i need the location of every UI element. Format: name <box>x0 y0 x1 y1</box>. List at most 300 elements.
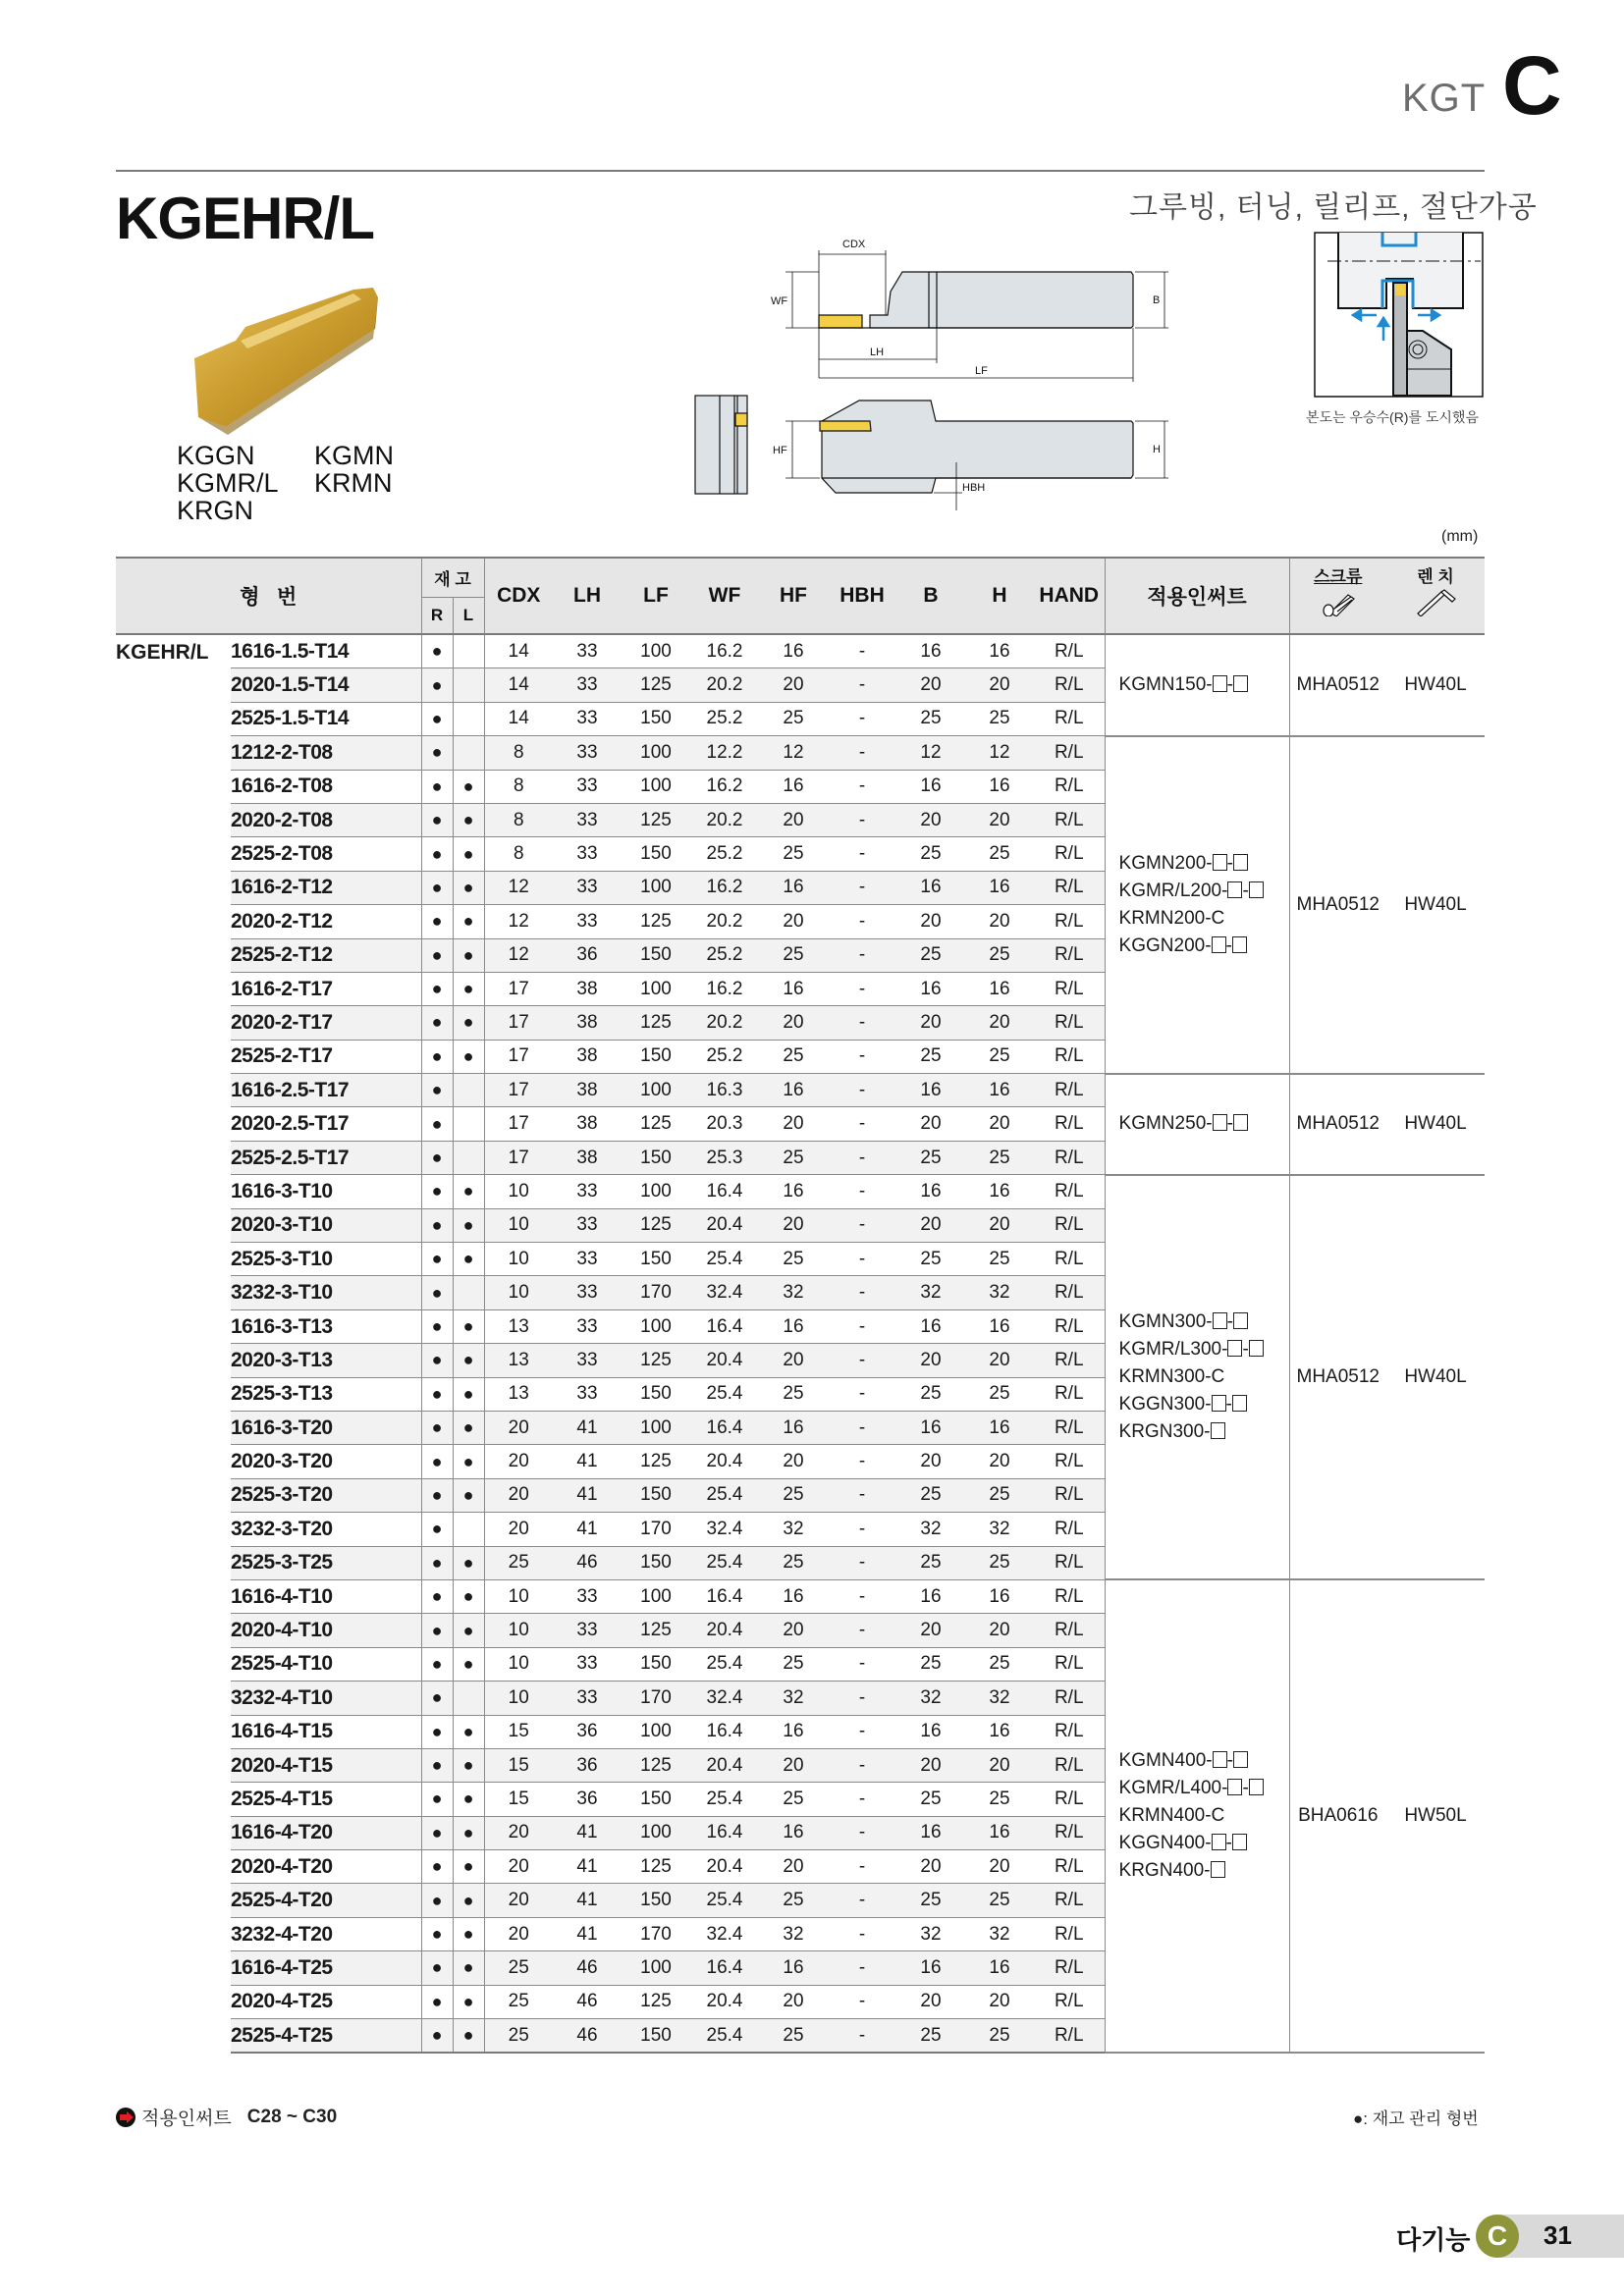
cell-hbh: - <box>828 1985 896 2018</box>
cell-b: 32 <box>896 1682 965 1715</box>
insert-code: KRMN300-C <box>1118 1366 1225 1388</box>
cell-b: 20 <box>896 1107 965 1141</box>
cell-wf: 20.2 <box>690 668 759 702</box>
cell-wf: 20.4 <box>690 1748 759 1782</box>
stock-l: ● <box>453 837 484 871</box>
cell-cdx: 10 <box>484 1276 553 1309</box>
cell-lf: 125 <box>622 803 690 836</box>
cell-h: 20 <box>965 1445 1034 1478</box>
cell-hbh: - <box>828 1614 896 1647</box>
model-number: 2020-4-T15 <box>231 1748 421 1782</box>
cell-h: 12 <box>965 736 1034 770</box>
cell-hand: R/L <box>1034 1006 1105 1040</box>
table-row <box>116 736 1485 770</box>
svg-text:B: B <box>1153 294 1161 306</box>
insert-type-list <box>177 441 394 530</box>
cell-lf: 125 <box>622 1985 690 2018</box>
cell-wf: 20.3 <box>690 1107 759 1141</box>
header-model: 형 번 <box>116 558 421 634</box>
stock-r: ● <box>421 1884 453 1917</box>
stock-r: ● <box>421 1917 453 1950</box>
cell-h: 16 <box>965 972 1034 1005</box>
cell-hbh: - <box>828 1243 896 1276</box>
applicable-inserts <box>1105 1175 1289 1580</box>
insert-type: KRGN <box>177 496 254 525</box>
cell-h: 32 <box>965 1917 1034 1950</box>
stock-r: ● <box>421 1175 453 1208</box>
cell-hand: R/L <box>1034 1884 1105 1917</box>
cell-h: 25 <box>965 837 1034 871</box>
cell-hbh: - <box>828 1546 896 1579</box>
cell-cdx: 8 <box>484 837 553 871</box>
svg-text:WF: WF <box>771 295 788 307</box>
cell-b: 32 <box>896 1276 965 1309</box>
stock-r: ● <box>421 1816 453 1849</box>
cell-cdx: 13 <box>484 1344 553 1377</box>
cell-hand: R/L <box>1034 1478 1105 1512</box>
cell-cdx: 25 <box>484 2019 553 2054</box>
cell-hf: 25 <box>759 2019 828 2054</box>
cell-b: 16 <box>896 1579 965 1613</box>
cell-b: 32 <box>896 1513 965 1546</box>
wrench-code: HW50L <box>1386 1579 1485 2053</box>
page-subtitle: 그루빙, 터닝, 릴리프, 절단가공 <box>1129 191 1538 224</box>
stock-l: ● <box>453 1579 484 1613</box>
header-stock-l: L <box>453 597 484 634</box>
model-number: 1616-4-T10 <box>231 1579 421 1613</box>
unit-label: (mm) <box>1441 528 1479 545</box>
cell-hf: 12 <box>759 736 828 770</box>
cell-h: 16 <box>965 634 1034 668</box>
cell-lf: 125 <box>622 1850 690 1884</box>
cell-hf: 16 <box>759 1175 828 1208</box>
cell-wf: 12.2 <box>690 736 759 770</box>
cell-cdx: 25 <box>484 1951 553 1985</box>
cell-hf: 16 <box>759 1411 828 1444</box>
stock-l: ● <box>453 770 484 803</box>
stock-r: ● <box>421 702 453 735</box>
cell-hbh: - <box>828 1074 896 1107</box>
stock-r: ● <box>421 972 453 1005</box>
cell-hf: 20 <box>759 1748 828 1782</box>
cell-b: 20 <box>896 1344 965 1377</box>
cell-wf: 25.4 <box>690 1478 759 1512</box>
cell-hf: 32 <box>759 1917 828 1950</box>
cell-hbh: - <box>828 1513 896 1546</box>
cell-b: 16 <box>896 1715 965 1748</box>
cell-hbh: - <box>828 1748 896 1782</box>
screw-code: MHA0512 <box>1289 1074 1386 1175</box>
cell-b: 20 <box>896 1748 965 1782</box>
cell-hand: R/L <box>1034 972 1105 1005</box>
cell-hand: R/L <box>1034 1377 1105 1411</box>
cell-hf: 20 <box>759 803 828 836</box>
cell-lh: 38 <box>553 972 622 1005</box>
insert-code: KRGN400- <box>1119 1857 1289 1885</box>
cell-lf: 150 <box>622 1040 690 1073</box>
cell-lh: 36 <box>553 1715 622 1748</box>
cell-hbh: - <box>828 1006 896 1040</box>
stock-l: ● <box>453 1748 484 1782</box>
cell-cdx: 20 <box>484 1884 553 1917</box>
model-number: 2020-2-T08 <box>231 803 421 836</box>
model-number: 2020-2-T17 <box>231 1006 421 1040</box>
spec-table-body <box>116 634 1485 2053</box>
cell-hbh: - <box>828 972 896 1005</box>
cell-cdx: 8 <box>484 736 553 770</box>
cell-lf: 170 <box>622 1513 690 1546</box>
stock-l: ● <box>453 938 484 972</box>
stock-r: ● <box>421 1243 453 1276</box>
cell-h: 25 <box>965 702 1034 735</box>
stock-r: ● <box>421 1344 453 1377</box>
cell-lh: 38 <box>553 1006 622 1040</box>
model-number: 2020-2.5-T17 <box>231 1107 421 1141</box>
stock-l: ● <box>453 1917 484 1950</box>
cell-lh: 46 <box>553 1546 622 1579</box>
cell-lf: 125 <box>622 1006 690 1040</box>
cell-h: 25 <box>965 1884 1034 1917</box>
stock-l: ● <box>453 1175 484 1208</box>
cell-lh: 38 <box>553 1074 622 1107</box>
cell-lf: 100 <box>622 871 690 904</box>
stock-r: ● <box>421 736 453 770</box>
cell-hbh: - <box>828 1682 896 1715</box>
table-row <box>116 1175 1485 1208</box>
stock-r: ● <box>421 1783 453 1816</box>
cell-lh: 33 <box>553 770 622 803</box>
cell-b: 20 <box>896 1208 965 1242</box>
stock-l: ● <box>453 803 484 836</box>
stock-l: ● <box>453 1377 484 1411</box>
model-number: 1616-4-T15 <box>231 1715 421 1748</box>
cell-hbh: - <box>828 1309 896 1343</box>
cell-hand: R/L <box>1034 1175 1105 1208</box>
cell-hand: R/L <box>1034 1985 1105 2018</box>
stock-l <box>453 1513 484 1546</box>
cell-hand: R/L <box>1034 1276 1105 1309</box>
cell-b: 25 <box>896 938 965 972</box>
model-number: 3232-3-T10 <box>231 1276 421 1309</box>
cell-h: 25 <box>965 1243 1034 1276</box>
model-number: 2020-4-T10 <box>231 1614 421 1647</box>
cell-wf: 20.2 <box>690 1006 759 1040</box>
header-stock-r: R <box>421 597 453 634</box>
cell-lf: 150 <box>622 1377 690 1411</box>
header-hand: HAND <box>1034 558 1105 634</box>
cell-cdx: 10 <box>484 1175 553 1208</box>
cell-b: 16 <box>896 1309 965 1343</box>
cell-lf: 125 <box>622 905 690 938</box>
header-divider <box>116 170 1485 172</box>
insert-code: KRMN400-C <box>1118 1805 1225 1827</box>
stock-l: ● <box>453 1445 484 1478</box>
model-number: 2525-2-T17 <box>231 1040 421 1073</box>
svg-text:LF: LF <box>975 365 988 377</box>
cell-hand: R/L <box>1034 1917 1105 1950</box>
cell-lh: 38 <box>553 1040 622 1073</box>
cell-lh: 33 <box>553 1243 622 1276</box>
insert-code: KGMR/L400- - <box>1119 1775 1289 1802</box>
cell-wf: 20.2 <box>690 905 759 938</box>
cell-wf: 20.4 <box>690 1850 759 1884</box>
cell-b: 16 <box>896 770 965 803</box>
cell-hf: 16 <box>759 1309 828 1343</box>
stock-l: ● <box>453 1344 484 1377</box>
cell-hbh: - <box>828 1715 896 1748</box>
cell-hf: 25 <box>759 702 828 735</box>
cell-hbh: - <box>828 1579 896 1613</box>
stock-r: ● <box>421 1985 453 2018</box>
series-label: KGT <box>1402 77 1487 120</box>
cell-lf: 150 <box>622 1243 690 1276</box>
cell-wf: 25.4 <box>690 1377 759 1411</box>
cell-b: 20 <box>896 1985 965 2018</box>
page-number: 31 <box>1543 2220 1572 2250</box>
stock-l: ● <box>453 1614 484 1647</box>
cell-lf: 125 <box>622 1344 690 1377</box>
cell-hand: R/L <box>1034 668 1105 702</box>
stock-r: ● <box>421 871 453 904</box>
cell-hf: 16 <box>759 1816 828 1849</box>
cell-hf: 20 <box>759 1344 828 1377</box>
cell-lh: 41 <box>553 1478 622 1512</box>
cell-hf: 16 <box>759 770 828 803</box>
cell-hand: R/L <box>1034 1513 1105 1546</box>
cell-lf: 125 <box>622 1445 690 1478</box>
cell-lh: 41 <box>553 1850 622 1884</box>
cell-h: 20 <box>965 1985 1034 2018</box>
cell-wf: 16.4 <box>690 1579 759 1613</box>
model-number: 2525-4-T20 <box>231 1884 421 1917</box>
cell-wf: 25.4 <box>690 1783 759 1816</box>
cell-b: 20 <box>896 1006 965 1040</box>
applicable-inserts <box>1105 634 1289 736</box>
stock-r: ● <box>421 1513 453 1546</box>
stock-r: ● <box>421 634 453 668</box>
stock-l <box>453 1074 484 1107</box>
stock-l: ● <box>453 1884 484 1917</box>
cell-hand: R/L <box>1034 1748 1105 1782</box>
cell-hand: R/L <box>1034 770 1105 803</box>
svg-text:CDX: CDX <box>842 239 866 250</box>
cell-lh: 41 <box>553 1411 622 1444</box>
cell-lf: 100 <box>622 972 690 1005</box>
cell-hbh: - <box>828 1040 896 1073</box>
cell-lf: 100 <box>622 1579 690 1613</box>
cell-hand: R/L <box>1034 736 1105 770</box>
category-label: 다기능 <box>1396 2225 1471 2255</box>
model-number: 2525-4-T25 <box>231 2019 421 2054</box>
stock-l: ● <box>453 1985 484 2018</box>
cell-wf: 16.4 <box>690 1715 759 1748</box>
cell-lh: 33 <box>553 871 622 904</box>
stock-l: ● <box>453 1006 484 1040</box>
cell-cdx: 10 <box>484 1647 553 1681</box>
wrench-code: HW40L <box>1386 1074 1485 1175</box>
stock-l <box>453 702 484 735</box>
cell-hf: 25 <box>759 1377 828 1411</box>
stock-l <box>453 634 484 668</box>
cell-lh: 41 <box>553 1884 622 1917</box>
cell-hand: R/L <box>1034 1411 1105 1444</box>
cell-b: 16 <box>896 1816 965 1849</box>
cell-h: 20 <box>965 1850 1034 1884</box>
stock-r: ● <box>421 2019 453 2054</box>
cell-lh: 41 <box>553 1513 622 1546</box>
stock-r: ● <box>421 1682 453 1715</box>
cell-hbh: - <box>828 1445 896 1478</box>
cell-wf: 25.2 <box>690 1040 759 1073</box>
cell-b: 25 <box>896 1546 965 1579</box>
cell-wf: 25.4 <box>690 1243 759 1276</box>
svg-text:HF: HF <box>773 445 787 456</box>
cell-hbh: - <box>828 1208 896 1242</box>
cell-cdx: 12 <box>484 938 553 972</box>
applicable-inserts <box>1105 736 1289 1074</box>
cell-hf: 20 <box>759 905 828 938</box>
cell-hf: 25 <box>759 1478 828 1512</box>
cell-hbh: - <box>828 1783 896 1816</box>
screw-icon <box>1319 587 1358 616</box>
stock-r: ● <box>421 1579 453 1613</box>
header-stock: 재 고 <box>421 558 484 597</box>
cell-h: 25 <box>965 2019 1034 2054</box>
cell-hbh: - <box>828 1141 896 1174</box>
cell-cdx: 15 <box>484 1783 553 1816</box>
stock-l: ● <box>453 1478 484 1512</box>
cell-lf: 150 <box>622 1546 690 1579</box>
model-number: 1616-2-T17 <box>231 972 421 1005</box>
cell-hand: R/L <box>1034 1579 1105 1613</box>
wrench-code: HW40L <box>1386 736 1485 1074</box>
model-number: 1616-4-T20 <box>231 1816 421 1849</box>
cell-lf: 100 <box>622 1951 690 1985</box>
stock-l: ● <box>453 1411 484 1444</box>
cell-lh: 33 <box>553 837 622 871</box>
cell-cdx: 17 <box>484 1074 553 1107</box>
insert-type: KRMN <box>314 468 393 498</box>
cell-lf: 100 <box>622 1309 690 1343</box>
cell-cdx: 17 <box>484 1040 553 1073</box>
cell-cdx: 15 <box>484 1748 553 1782</box>
header-cdx: CDX <box>484 558 553 634</box>
model-number: 1616-3-T20 <box>231 1411 421 1444</box>
insert-code: KGMN250- - <box>1119 1110 1289 1138</box>
cell-lf: 125 <box>622 668 690 702</box>
cell-lf: 150 <box>622 702 690 735</box>
cell-hand: R/L <box>1034 1546 1105 1579</box>
cell-hbh: - <box>828 634 896 668</box>
stock-r: ● <box>421 1107 453 1141</box>
cell-lh: 33 <box>553 1682 622 1715</box>
page-title: KGEHR/L <box>116 186 374 251</box>
cell-hbh: - <box>828 770 896 803</box>
cell-hbh: - <box>828 1276 896 1309</box>
cell-hbh: - <box>828 1411 896 1444</box>
insert-code: KGGN300- - <box>1119 1391 1289 1418</box>
cell-hf: 16 <box>759 972 828 1005</box>
model-number: 2525-2-T08 <box>231 837 421 871</box>
stock-r: ● <box>421 1141 453 1174</box>
cell-b: 16 <box>896 1074 965 1107</box>
cell-lf: 125 <box>622 1748 690 1782</box>
stock-r: ● <box>421 938 453 972</box>
cell-hbh: - <box>828 1107 896 1141</box>
cell-h: 20 <box>965 1614 1034 1647</box>
insert-ref-pages[interactable]: C28 ~ C30 <box>246 2106 338 2127</box>
stock-l <box>453 1107 484 1141</box>
cell-b: 25 <box>896 702 965 735</box>
cell-hand: R/L <box>1034 1107 1105 1141</box>
hex-wrench-icon <box>1414 587 1457 616</box>
cell-cdx: 13 <box>484 1309 553 1343</box>
stock-l: ● <box>453 1546 484 1579</box>
cell-h: 20 <box>965 1006 1034 1040</box>
cell-hand: R/L <box>1034 1715 1105 1748</box>
insert-code: KGMN400- - <box>1119 1747 1289 1775</box>
cell-hf: 16 <box>759 1074 828 1107</box>
stock-l: ● <box>453 972 484 1005</box>
stock-r: ● <box>421 1478 453 1512</box>
cell-lh: 33 <box>553 803 622 836</box>
insert-code: KGMN300- - <box>1119 1308 1289 1336</box>
cell-lf: 170 <box>622 1682 690 1715</box>
cell-lh: 41 <box>553 1445 622 1478</box>
cell-lh: 33 <box>553 1614 622 1647</box>
insert-type: KGMR/L <box>177 468 279 498</box>
model-prefix: KGEHR/L <box>116 634 231 2053</box>
cell-lf: 150 <box>622 938 690 972</box>
cell-hf: 20 <box>759 1985 828 2018</box>
model-number: 1616-1.5-T14 <box>231 634 421 668</box>
cell-cdx: 10 <box>484 1243 553 1276</box>
cell-lf: 150 <box>622 2019 690 2054</box>
cell-hf: 16 <box>759 1951 828 1985</box>
cell-lh: 41 <box>553 1917 622 1950</box>
applicable-inserts <box>1105 1074 1289 1175</box>
cell-cdx: 20 <box>484 1478 553 1512</box>
cell-h: 25 <box>965 1647 1034 1681</box>
cell-lh: 36 <box>553 1783 622 1816</box>
cell-lh: 36 <box>553 1748 622 1782</box>
cell-b: 25 <box>896 1647 965 1681</box>
insert-reference[interactable] <box>116 2104 337 2130</box>
cell-lf: 100 <box>622 770 690 803</box>
holder-dimension-drawing <box>687 221 1237 515</box>
cell-b: 16 <box>896 871 965 904</box>
stock-l <box>453 1141 484 1174</box>
header-hbh: HBH <box>828 558 896 634</box>
cell-hf: 25 <box>759 837 828 871</box>
cell-cdx: 10 <box>484 1614 553 1647</box>
cell-lf: 100 <box>622 1411 690 1444</box>
cell-hand: R/L <box>1034 1614 1105 1647</box>
cell-hand: R/L <box>1034 871 1105 904</box>
cell-cdx: 20 <box>484 1816 553 1849</box>
table-row <box>116 1579 1485 1613</box>
cell-h: 20 <box>965 668 1034 702</box>
insert-code: KGMR/L300- - <box>1119 1336 1289 1363</box>
model-number: 2525-3-T20 <box>231 1478 421 1512</box>
cell-h: 25 <box>965 1546 1034 1579</box>
cell-b: 16 <box>896 1175 965 1208</box>
cell-lf: 150 <box>622 1884 690 1917</box>
cell-b: 25 <box>896 1040 965 1073</box>
cell-lh: 33 <box>553 1377 622 1411</box>
insert-code: KGGN200- - <box>1119 933 1289 960</box>
stock-r: ● <box>421 1850 453 1884</box>
